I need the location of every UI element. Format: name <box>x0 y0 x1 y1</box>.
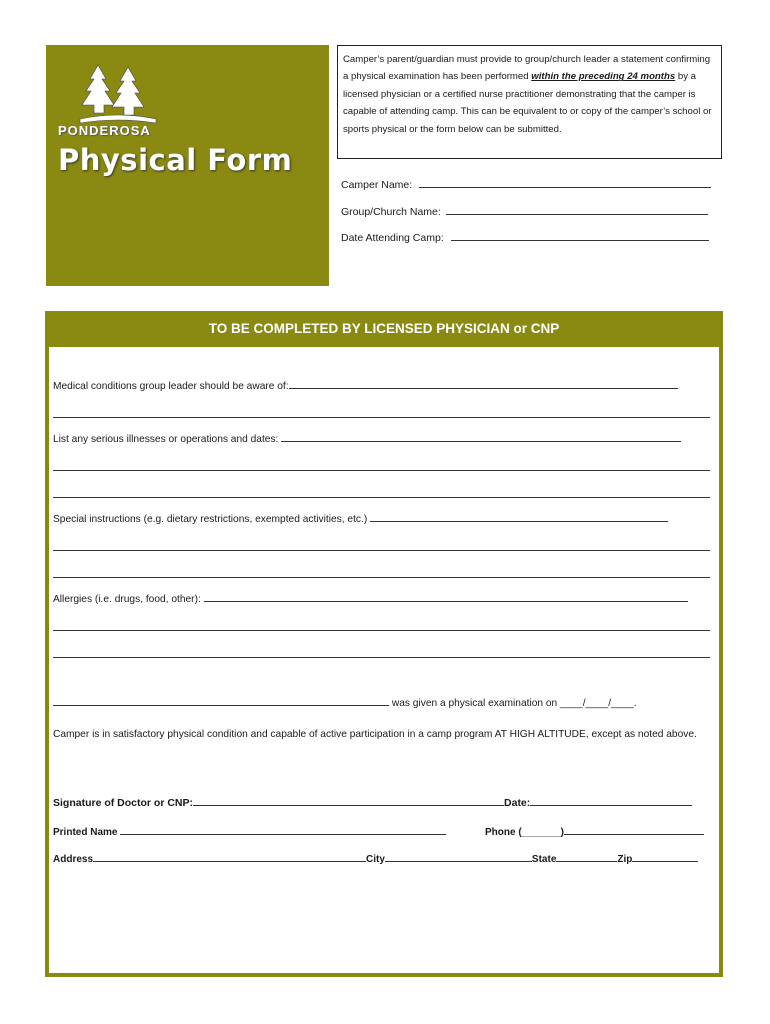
page-title: Physical Form <box>58 143 293 177</box>
blank-line[interactable] <box>53 470 710 471</box>
zip-label: Zip <box>617 854 633 865</box>
group-church-field[interactable] <box>341 206 708 218</box>
logo-panel <box>46 45 329 286</box>
city-label: City <box>366 854 385 865</box>
address-label: Address <box>53 854 94 865</box>
camper-name-label: Camper Name: <box>341 179 413 191</box>
blank-line[interactable] <box>53 657 710 658</box>
illnesses-blank[interactable] <box>281 433 681 442</box>
special-instructions-field[interactable] <box>53 513 668 525</box>
date-attending-field[interactable] <box>341 232 709 244</box>
phone-field[interactable] <box>485 826 704 838</box>
medical-conditions-label: Medical conditions group leader should be aware of: <box>53 381 289 392</box>
notice-box <box>337 45 722 159</box>
group-church-label: Group/Church Name: <box>341 206 441 218</box>
signature-field[interactable] <box>53 797 692 809</box>
signature-blank[interactable] <box>193 797 504 806</box>
printed-name-field[interactable] <box>53 826 446 838</box>
satisfactory-statement: Camper is in satisfactory physical condition and capable of active participation in a camp program AT HIGH ALTITUDE, except as noted above. <box>53 729 697 740</box>
group-church-blank[interactable] <box>446 206 708 215</box>
patient-name-blank[interactable] <box>53 697 389 706</box>
date-attending-label: Date Attending Camp: <box>341 232 444 244</box>
printed-name-label: Printed Name <box>53 827 118 838</box>
special-instructions-blank[interactable] <box>370 513 668 522</box>
notice-text: Camper’s parent/guardian must provide to group/church leader a statement confirming a physical examination has been performed <box>343 54 711 83</box>
medical-conditions-blank[interactable] <box>289 380 678 389</box>
physician-section <box>45 311 723 977</box>
blank-line[interactable] <box>53 497 710 498</box>
camper-name-blank[interactable] <box>419 179 711 188</box>
illnesses-field[interactable] <box>53 433 681 445</box>
exam-date-blank[interactable]: ____/____/____. <box>560 698 637 709</box>
date-blank[interactable] <box>530 797 692 806</box>
medical-conditions-field[interactable] <box>53 380 678 392</box>
signature-label: Signature of Doctor or CNP: <box>53 797 194 809</box>
zip-blank[interactable] <box>632 853 698 862</box>
allergies-label: Allergies (i.e. drugs, food, other): <box>53 594 201 605</box>
special-instructions-label: Special instructions (e.g. dietary restrictions, exempted activities, etc.) <box>53 514 368 525</box>
blank-line[interactable] <box>53 630 710 631</box>
exam-statement[interactable] <box>53 697 637 709</box>
notice-emphasis: within the preceding 24 months <box>531 71 676 83</box>
illnesses-label: List any serious illnesses or operations and dates: <box>53 434 279 445</box>
state-blank[interactable] <box>556 853 617 862</box>
address-field[interactable] <box>53 853 698 865</box>
printed-name-blank[interactable] <box>120 826 446 835</box>
notice-text-cont: by a licensed physician or a certified nurse practitioner demonstrating that the camper is capable of attending camp. This can be equivalent to or copy of the camper’s school or sports physical or the form below can be submitted. <box>343 71 712 135</box>
blank-line[interactable] <box>53 577 710 578</box>
date-attending-blank[interactable] <box>451 232 709 241</box>
phone-label: Phone (_______) <box>485 827 564 838</box>
address-blank[interactable] <box>93 853 366 862</box>
state-label: State <box>531 854 557 865</box>
brand-name: PONDEROSA <box>58 123 151 138</box>
city-blank[interactable] <box>385 853 532 862</box>
exam-statement-text: was given a physical examination on <box>391 698 558 709</box>
allergies-blank[interactable] <box>204 593 688 602</box>
date-label: Date: <box>504 797 531 809</box>
section-heading: TO BE COMPLETED BY LICENSED PHYSICIAN or CNP <box>45 311 723 347</box>
phone-blank[interactable] <box>564 826 704 835</box>
blank-line[interactable] <box>53 550 710 551</box>
allergies-field[interactable] <box>53 593 688 605</box>
blank-line[interactable] <box>53 417 710 418</box>
camper-name-field[interactable] <box>341 179 711 191</box>
